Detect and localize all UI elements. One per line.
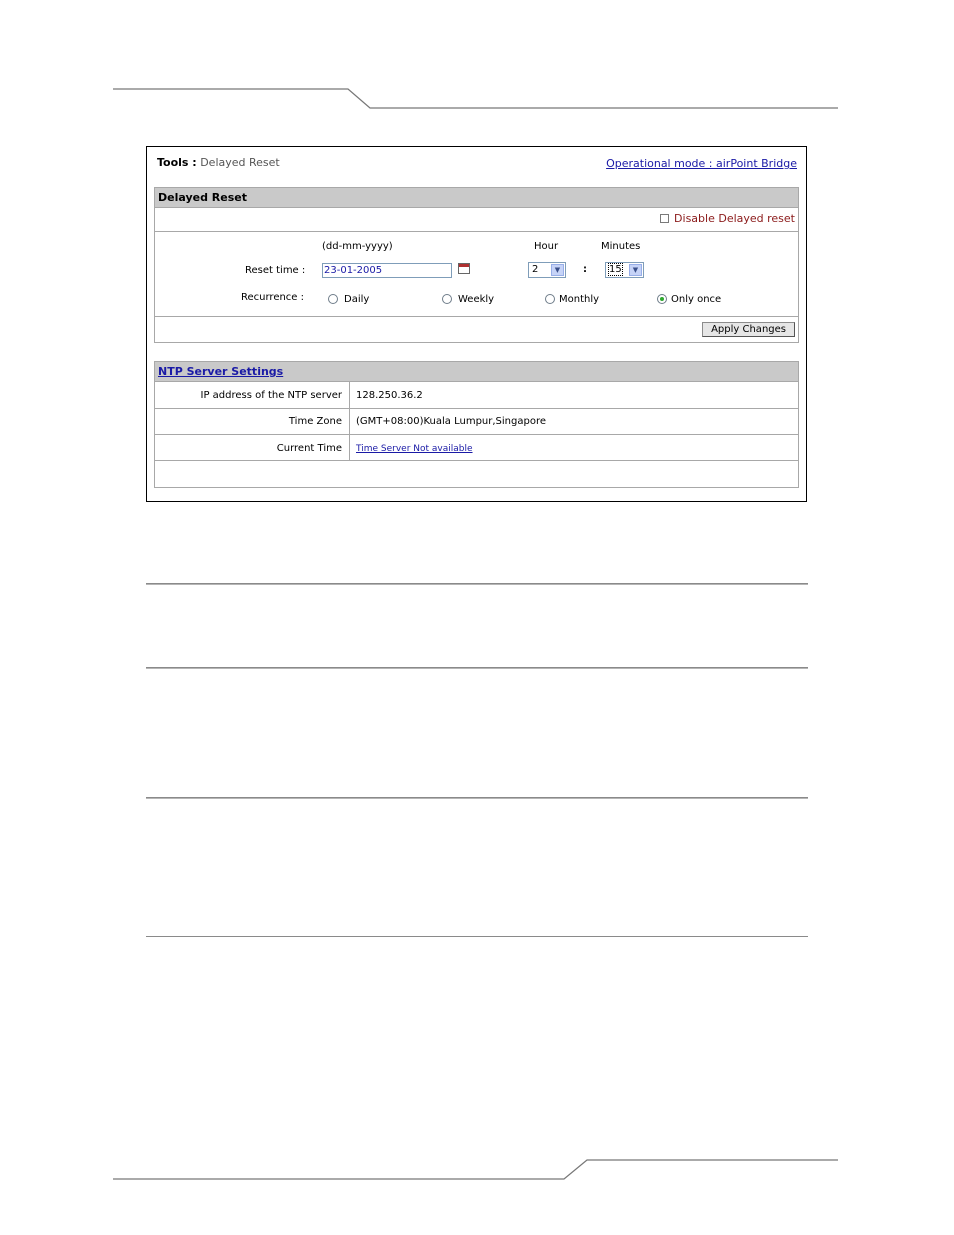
minutes-select-value: 15	[609, 264, 622, 275]
calendar-icon[interactable]	[458, 263, 470, 274]
recurrence-monthly-label: Monthly	[559, 294, 600, 305]
divider	[155, 408, 798, 409]
recurrence-weekly-radio[interactable]	[442, 294, 452, 304]
divider	[155, 231, 798, 232]
recurrence-daily-label: Daily	[344, 294, 370, 305]
recurrence-only-once-radio[interactable]	[657, 294, 667, 304]
breadcrumb-section: Tools :	[157, 156, 197, 169]
disable-delayed-reset-checkbox[interactable]	[660, 214, 669, 223]
ntp-ip-label: IP address of the NTP server	[200, 390, 342, 401]
ntp-panel	[154, 382, 799, 488]
divider	[155, 460, 798, 461]
hour-select[interactable]	[528, 262, 566, 278]
ntp-header	[154, 361, 799, 382]
section-rule	[146, 583, 808, 585]
breadcrumb	[157, 156, 280, 169]
column-divider	[349, 382, 350, 461]
time-zone-label: Time Zone	[288, 416, 342, 427]
screenshot-frame	[146, 146, 807, 502]
section-rule	[146, 797, 808, 799]
delayed-reset-panel	[154, 208, 799, 343]
chevron-down-icon: ▼	[551, 264, 564, 276]
ntp-ip-value: 128.250.36.2	[356, 390, 423, 401]
reset-time-label: Reset time :	[245, 265, 306, 276]
divider	[155, 434, 798, 435]
hour-select-value: 2	[532, 264, 539, 275]
section-rule	[146, 936, 808, 937]
recurrence-weekly-label: Weekly	[458, 294, 495, 305]
disable-delayed-reset-label: Disable Delayed reset	[674, 212, 795, 225]
disable-delayed-reset[interactable]	[660, 212, 795, 225]
footer-rule	[113, 1160, 838, 1179]
apply-changes-button[interactable]: Apply Changes	[702, 322, 795, 337]
time-server-link[interactable]: Time Server Not available	[356, 444, 473, 454]
chevron-down-icon: ▼	[629, 264, 642, 276]
minutes-label: Minutes	[601, 241, 641, 252]
operational-mode-link[interactable]: Operational mode : airPoint Bridge	[606, 157, 797, 170]
section-rule	[146, 667, 808, 669]
recurrence-only-once-label: Only once	[671, 294, 722, 305]
ntp-settings-link[interactable]: NTP Server Settings	[158, 365, 284, 378]
time-separator: :	[583, 264, 587, 275]
hour-label: Hour	[534, 241, 559, 252]
reset-date-input[interactable]: 23-01-2005	[322, 263, 452, 278]
minutes-select[interactable]	[605, 262, 644, 278]
recurrence-daily-radio[interactable]	[328, 294, 338, 304]
time-zone-value: (GMT+08:00)Kuala Lumpur,Singapore	[356, 416, 546, 427]
header-rule	[113, 89, 838, 108]
delayed-reset-header: Delayed Reset	[154, 187, 799, 208]
current-time-label: Current Time	[276, 443, 342, 454]
date-format-label: (dd-mm-yyyy)	[322, 241, 393, 252]
breadcrumb-page: Delayed Reset	[200, 156, 280, 169]
recurrence-monthly-radio[interactable]	[545, 294, 555, 304]
recurrence-label: Recurrence :	[241, 292, 305, 303]
divider	[155, 316, 798, 317]
